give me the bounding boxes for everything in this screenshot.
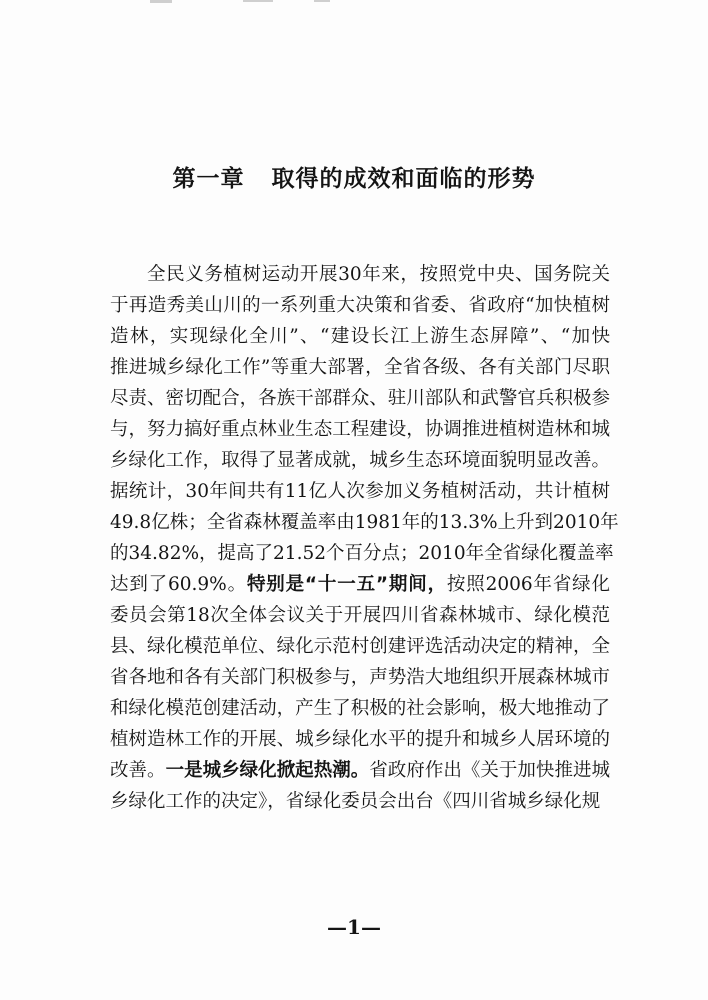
text-line: 造林，实现绿化全川”、“建设长江上游生态屏障”、“加快 xyxy=(110,326,610,347)
chapter-title: 第一章 取得的成效和面临的形势 xyxy=(172,166,536,192)
text-line: 的34.82%，提高了21.52个百分点；2010年全省绿化覆盖率 xyxy=(110,543,614,564)
scan-mark-top xyxy=(150,0,172,3)
text-line xyxy=(110,755,610,786)
bold-emphasis: 特别是“十一五”期间， xyxy=(246,574,447,595)
text-line: 尽责、密切配合，各族干部群众、驻川部队和武警官兵积极参 xyxy=(110,388,610,409)
page-number: —1— xyxy=(327,915,381,939)
bold-emphasis: 一是城乡绿化掀起热潮。 xyxy=(165,760,370,781)
text-line: 省各地和各有关部门积极参与，声势浩大地组织开展森林城市 xyxy=(110,667,610,688)
text-line xyxy=(110,569,610,600)
text-line: 与，努力搞好重点林业生态工程建设，协调推进植树造林和城 xyxy=(110,419,610,440)
text-line: 于再造秀美山川的一系列重大决策和省委、省政府“加快植树 xyxy=(110,295,610,316)
text-line: 乡绿化工作，取得了显著成就，城乡生态环境面貌明显改善。 xyxy=(110,450,610,471)
body-paragraph xyxy=(110,259,619,817)
scan-mark-top-3 xyxy=(314,0,330,2)
text-line: 49.8亿株；全省森林覆盖率由1981年的13.3%上升到2010年 xyxy=(110,512,619,533)
text-line: 委员会第18次全体会议关于开展四川省森林城市、绿化模范 xyxy=(110,605,610,626)
text-line: 全民义务植树运动开展30年来，按照党中央、国务院关 xyxy=(147,264,610,285)
scan-mark-top-2 xyxy=(243,0,273,2)
text-run: 按照2006年省绿化 xyxy=(446,574,610,595)
text-run: 省政府作出《关于加快推进城 xyxy=(369,760,610,781)
text-run: 改善。 xyxy=(110,760,166,781)
text-line: 据统计，30年间共有11亿人次参加义务植树活动，共计植树 xyxy=(110,481,610,502)
text-run: 达到了60.9%。 xyxy=(110,574,247,595)
text-line: 县、绿化模范单位、绿化示范村创建评选活动决定的精神，全 xyxy=(110,636,610,657)
text-line: 植树造林工作的开展、城乡绿化水平的提升和城乡人居环境的 xyxy=(110,729,610,750)
text-line: 推进城乡绿化工作”等重大部署，全省各级、各有关部门尽职 xyxy=(110,357,610,378)
text-line: 乡绿化工作的决定》，省绿化委员会出台《四川省城乡绿化规 xyxy=(110,791,601,812)
text-line: 和绿化模范创建活动，产生了积极的社会影响，极大地推动了 xyxy=(110,698,610,719)
